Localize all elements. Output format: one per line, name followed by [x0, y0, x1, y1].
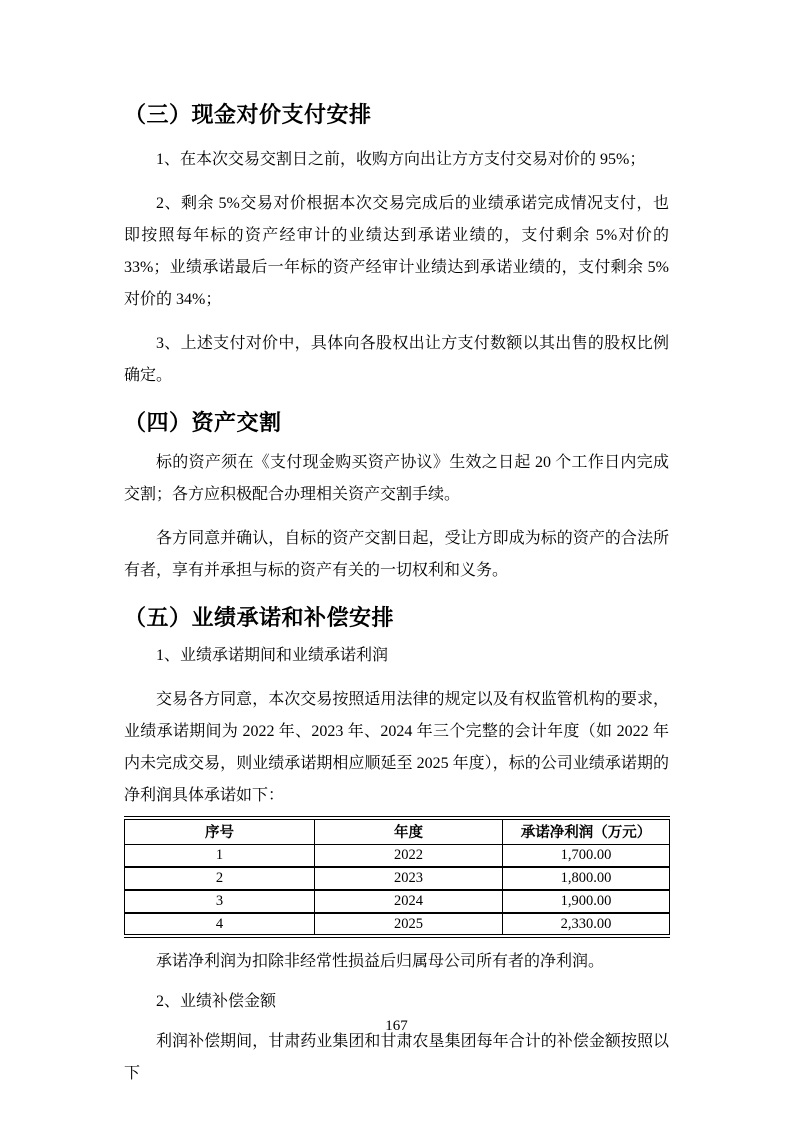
- table-row: [125, 867, 670, 890]
- promised-net-profit-table: [124, 816, 670, 938]
- list-item-commitment-2: 2、业绩补偿金额: [156, 993, 277, 1010]
- table-cell-year: 2023: [315, 867, 503, 890]
- table-cell-profit: 1,700.00: [503, 844, 670, 867]
- table-header-row: [125, 818, 670, 844]
- table-cell-profit: 1,900.00: [503, 890, 670, 913]
- table-cell-serial: 4: [125, 913, 315, 936]
- paragraph-cash-1: 1、在本次交易交割日之前，收购方向出让方方支付交易对价的 95%；: [156, 151, 646, 168]
- document-content: [0, 101, 793, 1090]
- table-row: [125, 890, 670, 913]
- section-heading-asset-delivery: （四）资产交割: [124, 410, 282, 435]
- paragraph-commitment-note: 承诺净利润为扣除非经常性损益后归属母公司所有者的净利润。: [156, 953, 605, 970]
- section-heading-performance-commitment: （五）业绩承诺和补偿安排: [124, 605, 395, 630]
- table-cell-profit: 2,330.00: [503, 913, 670, 936]
- table-cell-year: 2022: [315, 844, 503, 867]
- list-item-commitment-1: 1、业绩承诺期间和业绩承诺利润: [156, 647, 389, 664]
- table-cell-serial: 2: [125, 867, 315, 890]
- table-header-year: 年度: [315, 818, 503, 844]
- table-cell-year: 2025: [315, 913, 503, 936]
- paragraph-delivery-1: 标的资产须在《支付现金购买资产协议》生效之日起 20 个工作日内完成交割；各方应积极配合办理相关资产交割手续。: [124, 454, 669, 503]
- paragraph-cash-2: 2、剩余 5%交易对价根据本次交易完成后的业绩承诺完成情况支付，也即按照每年标的资产经审计的业绩达到承诺业绩的，支付剩余 5%对价的 33%；业绩承诺最后一年标的资产经审计业绩达到承诺业绩的，支付剩余 5%对价的 34%；: [124, 195, 669, 308]
- paragraph-commitment-1: 交易各方同意，本次交易按照适用法律的规定以及有权监管机构的要求，业绩承诺期间为 2022 年、2023 年、2024 年三个完整的会计年度（如 2022 年内未完成交易，则业绩承诺期相应顺延至 2025 年度），标的公司业绩承诺期的净利润具体承诺如下：: [124, 691, 669, 804]
- section-heading-cash-payment: （三）现金对价支付安排: [124, 102, 372, 127]
- table-row: [125, 913, 670, 936]
- table-cell-year: 2024: [315, 890, 503, 913]
- paragraph-compensation-1: 利润补偿期间，甘肃药业集团和甘肃农垦集团每年合计的补偿金额按照以下: [124, 1033, 669, 1082]
- table-header-profit: 承诺净利润（万元）: [503, 818, 670, 844]
- table-header-serial: 序号: [125, 818, 315, 844]
- table-cell-serial: 3: [125, 890, 315, 913]
- paragraph-delivery-2: 各方同意并确认，自标的资产交割日起，受让方即成为标的资产的合法所有者，享有并承担与标的资产有关的一切权利和义务。: [124, 530, 669, 579]
- table-cell-serial: 1: [125, 844, 315, 867]
- table-cell-profit: 1,800.00: [503, 867, 670, 890]
- table-row: [125, 844, 670, 867]
- paragraph-cash-3: 3、上述支付对价中，具体向各股权出让方支付数额以其出售的股权比例确定。: [124, 335, 669, 384]
- page-number: 167: [385, 1018, 408, 1034]
